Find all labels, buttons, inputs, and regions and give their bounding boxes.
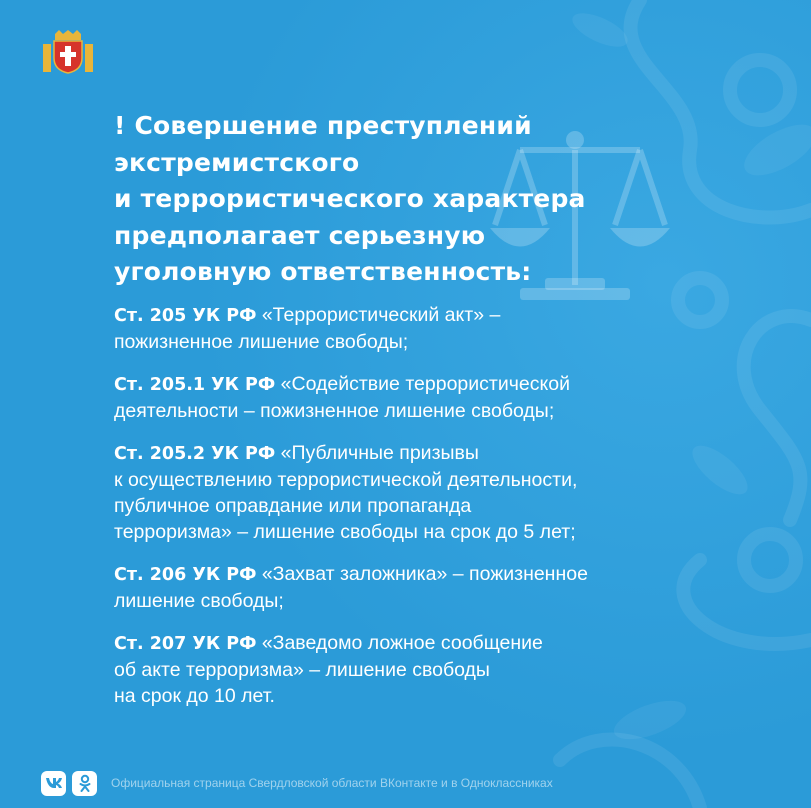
article-code: Ст. 207 УК РФ <box>114 634 257 654</box>
article-code: Ст. 205 УК РФ <box>114 306 257 326</box>
article-item <box>114 630 794 709</box>
footer-caption: Официальная страница Свердловской области ВКонтакте и в Одноклассниках <box>111 776 553 790</box>
article-description: «Террористический акт» – пожизненное лишение свободы; <box>114 304 501 353</box>
sverdlovsk-coat-of-arms-icon <box>41 30 95 74</box>
footer <box>41 769 801 797</box>
article-code: Ст. 205.2 УК РФ <box>114 444 276 464</box>
article-item <box>114 440 794 545</box>
article-item <box>114 371 794 424</box>
article-code: Ст. 205.1 УК РФ <box>114 375 276 395</box>
vk-icon[interactable] <box>41 771 66 796</box>
article-description: «Содействие террористической деятельности – пожизненное лишение свободы; <box>114 373 570 422</box>
articles-list <box>114 302 794 725</box>
article-description: «Заведомо ложное сообщение об акте терроризма» – лишение свободы на срок до 10 лет. <box>114 632 543 707</box>
article-description: «Публичные призывы к осуществлению террористической деятельности, публичное оправдание или пропаганда терроризма» – лишение свободы на срок до 5 лет; <box>114 442 578 543</box>
article-item <box>114 302 794 355</box>
article-description: «Захват заложника» – пожизненное лишение свободы; <box>114 563 588 612</box>
article-item <box>114 561 794 614</box>
article-code: Ст. 206 УК РФ <box>114 565 257 585</box>
headline: ! Совершение преступлений экстремистского и террористического характера предполагает серьезную уголовную ответственность: <box>114 111 586 286</box>
odnoklassniki-icon[interactable] <box>72 771 97 796</box>
